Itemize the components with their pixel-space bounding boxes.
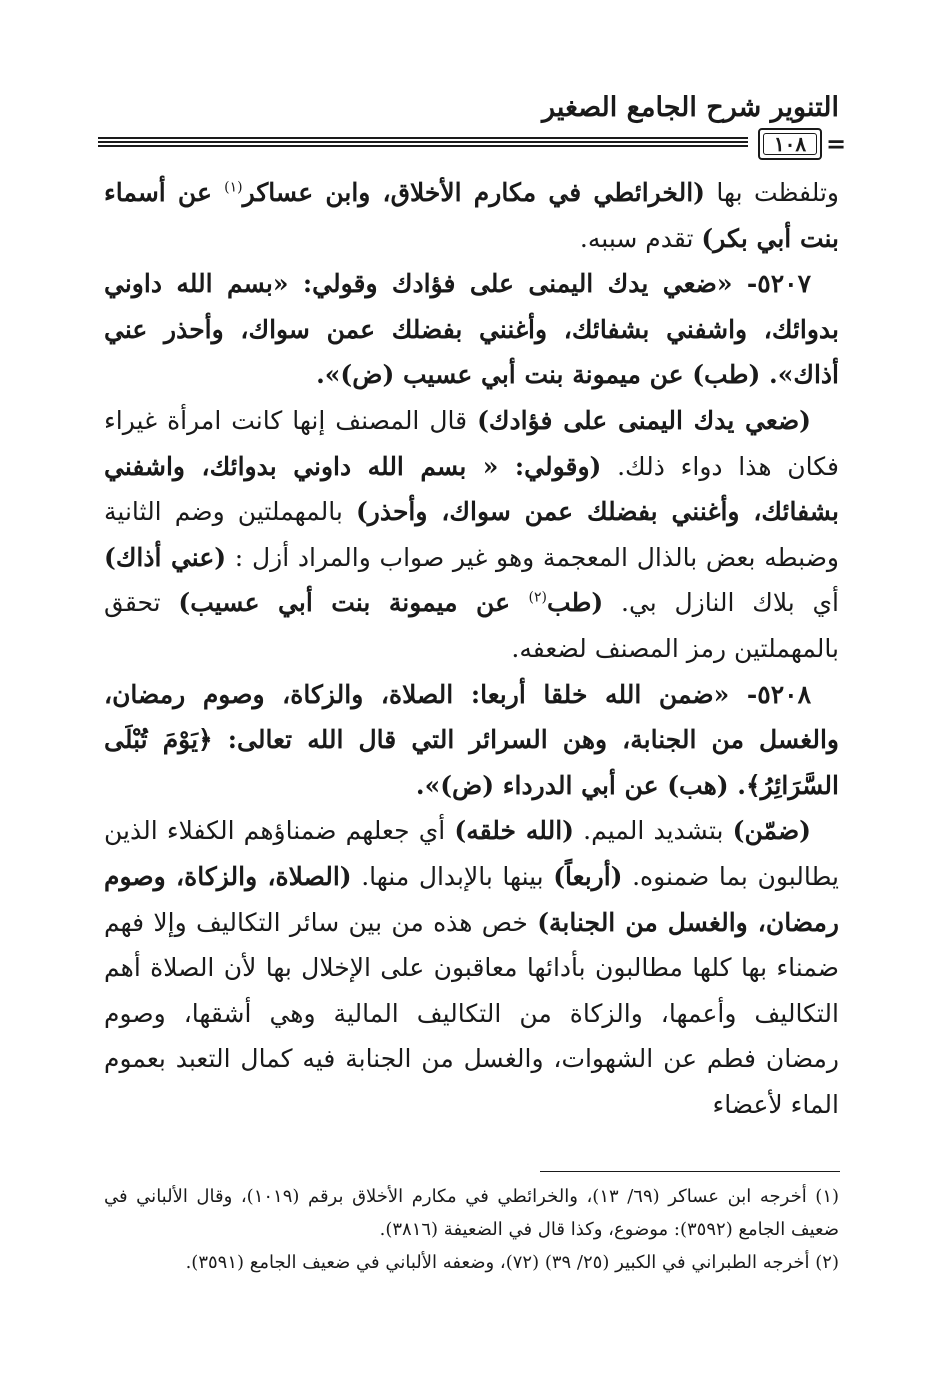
main-text (104, 170, 839, 1127)
bold-text-run: عن أسماء بنت أبي بكر) (104, 178, 839, 253)
bold-text-run: (ضمّن) (732, 816, 811, 846)
bold-text-run: (الخرائطي في مكارم الأخلاق، وابن عساكر (242, 178, 705, 207)
bold-text-run: (وقولي: « بسم الله داوني بدوائك، واشفني بشفائك، وأغنني بفضلك عمن سواك، وأحذر) (104, 451, 839, 527)
bold-text-run: (طب (546, 588, 604, 618)
header-rule (98, 137, 748, 139)
footnote-1: (١) أخرجه ابن عساكر (٦٩/ ١٣)، والخرائطي في مكارم الأخلاق برقم (١٠١٩)، وقال الألباني في ضعيف الجامع (٣٥٩٢): موضوع، وكذا قال في الضعيفة (٣٨١٦). (104, 1186, 840, 1240)
header-rule (98, 141, 748, 143)
bold-text-run: (ضعي يدك اليمنى على فؤادك) (477, 405, 812, 435)
page-number-ornament: = (826, 129, 847, 158)
bold-text-run: (عني أذاك) (104, 542, 227, 572)
footnote-ref: (٢) (528, 590, 547, 607)
footnote-2: (٢) أخرجه الطبراني في الكبير (٢٥/ ٣٩) (٧٢)، وضعفه الألباني في ضعيف الجامع (٣٥٩١). (185, 1252, 839, 1273)
paragraph (104, 170, 839, 261)
running-header-title: التنوير شرح الجامع الصغير (542, 92, 839, 123)
bold-text-run: (الله خلقه) (454, 816, 574, 846)
bold-text-run: (الصلاة، والزكاة، وصوم رمضان، والغسل من الجنابة) (104, 861, 839, 937)
page-number-box (758, 128, 822, 160)
text-run: تقدم سببه. (579, 223, 702, 253)
text-run: قال المصنف إنها كانت امرأة غيراء فكان هذا دواء ذلك. (104, 405, 839, 481)
text-run: وتلفظت بها (704, 178, 839, 207)
bold-text-run: عن ميمونة بنت أبي عسيب) (178, 588, 529, 618)
text-run: أي بلاك النازل بي. (603, 588, 839, 618)
footnote-ref: (١) (224, 179, 243, 196)
text-run: خص هذه من بين سائر التكاليف وإلا فهم ضمناء بها كلها مطالبون بأدائها معاقبون على الإخلال بها لأن الصلاة أهم التكاليف وأعمها، والزكاة من التكاليف المالية وهي أشقها، وصوم رمضان فطم عن الشهوات، والغسل من الجنابة فيه كمال التعبد بعموم الماء لأعضاء (104, 907, 839, 1119)
text-run: بتشديد الميم. (573, 816, 733, 846)
text-run: أي جعلهم ضمناؤهم الكفلاء الذين يطالبون بما ضمنوه. (104, 816, 839, 891)
hadith-paragraph: ٥٢٠٨- «ضمن الله خلقا أربعا: الصلاة، والزكاة، وصوم رمضان، والغسل من الجنابة، وهن السرائر التي قال الله تعالى: ﴿يَوْمَ تُبْلَى السَّرَائِرُ﴾. (هب) عن أبي الدرداء (ض)». (104, 679, 839, 800)
hadith-paragraph: ٥٢٠٧- «ضعي يدك اليمنى على فؤادك وقولي: «بسم الله داوني بدوائك، واشفني بشفائك، وأغنني بفضلك عمن سواك، وأحذر عني أذاك». (طب) عن ميمونة بنت أبي عسيب (ض)». (104, 269, 839, 390)
text-run: بالمهملتين وضم الثانية وضبطه بعض بالذال المعجمة وهو غير صواب والمراد أزل : (104, 497, 840, 572)
commentary-paragraph (104, 398, 839, 672)
text-run: تحقق بالمهملتين رمز المصنف لضعفه. (104, 588, 839, 663)
page-number: ١٠٨ (773, 132, 807, 156)
text-run: بينها بالإبدال منها. (351, 861, 554, 891)
bold-text-run: (أربعاً) (553, 861, 623, 891)
commentary-paragraph (104, 808, 839, 1127)
footnote-separator (540, 1171, 840, 1172)
footnotes (104, 1180, 839, 1279)
header-rule (98, 145, 748, 147)
